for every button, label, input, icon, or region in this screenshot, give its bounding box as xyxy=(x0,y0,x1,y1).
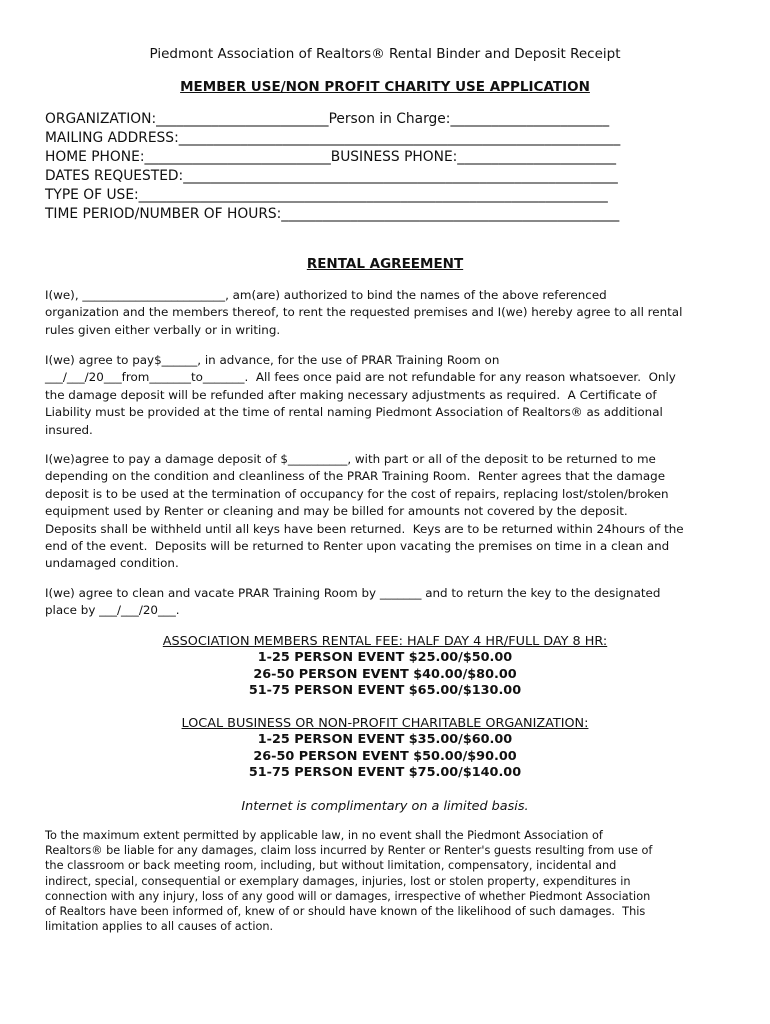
rental-agreement-heading: RENTAL AGREEMENT xyxy=(306,256,464,272)
member-fee-line: 1-25 PERSON EVENT $25.00/$50.00 xyxy=(257,650,513,666)
time-period-field[interactable]: TIME PERIOD/NUMBER OF HOURS:_________________________________________________ xyxy=(45,206,620,222)
member-fee-line: 26-50 PERSON EVENT $40.00/$80.00 xyxy=(253,666,517,682)
business-fee-line: 26-50 PERSON EVENT $50.00/$90.00 xyxy=(253,748,517,764)
business-fee-heading: LOCAL BUSINESS OR NON-PROFIT CHARITABLE ORGANIZATION: xyxy=(181,716,589,731)
application-heading: MEMBER USE/NON PROFIT CHARITY USE APPLICATION xyxy=(180,79,590,95)
organization-field[interactable]: ORGANIZATION:_________________________Person in Charge:_______________________ xyxy=(45,111,610,127)
liability-disclaimer: To the maximum extent permitted by applicable law, in no event shall the Piedmont Association of Realtors® be liable for any damages, claim loss incurred by Renter or Renter's guests resulting from use of the classroom or back meeting room, including, but without limitation, compensatory, incidental and indirect, special, consequential or exemplary damages, injuries, lost or stolen property, expenditures in connection with any injury, loss of any good will or damages, irrespective of whether Piedmont Association of Realtors have been informed of, knew of or should have known of the likelihood of such damages. This limitation applies to all causes of action. xyxy=(45,829,653,934)
member-fee-block xyxy=(0,634,770,700)
member-fee-line: 51-75 PERSON EVENT $65.00/$130.00 xyxy=(248,683,522,699)
dates-requested-field[interactable]: DATES REQUESTED:_______________________________________________________________ xyxy=(45,168,618,184)
agreement-paragraph-cleanup: I(we) agree to clean and vacate PRAR Training Room by _______ and to return the key to the designated place by ___/___/20___. xyxy=(45,586,661,618)
document-title: Piedmont Association of Realtors® Rental Binder and Deposit Receipt xyxy=(149,46,621,62)
type-of-use-field[interactable]: TYPE OF USE:____________________________________________________________________ xyxy=(45,187,608,203)
internet-note: Internet is complimentary on a limited basis. xyxy=(241,799,529,814)
business-fee-line: 1-25 PERSON EVENT $35.00/$60.00 xyxy=(257,732,513,748)
phone-field[interactable]: HOME PHONE:___________________________BUSINESS PHONE:_______________________ xyxy=(45,149,616,165)
member-fee-heading: ASSOCIATION MEMBERS RENTAL FEE: HALF DAY 4 HR/FULL DAY 8 HR: xyxy=(162,634,608,649)
business-fee-line: 51-75 PERSON EVENT $75.00/$140.00 xyxy=(248,765,522,781)
mailing-address-field[interactable]: MAILING ADDRESS:________________________________________________________________ xyxy=(45,130,621,146)
agreement-paragraph-deposit: I(we)agree to pay a damage deposit of $__________, with part or all of the deposit to be returned to me depending on the condition and cleanliness of the PRAR Training Room. Renter agrees that the damage deposit is to be used at the termination of occupancy for the cost of repairs, replacing lost/stolen/broken equipment used by Renter or cleaning and may be billed for amounts not covered by the deposit. Deposits shall be withheld until all keys have been returned. Keys are to be returned within 24hours of the end of the event. Deposits will be returned to Renter upon vacating the premises on time in a clean and undamaged condition. xyxy=(45,452,684,571)
agreement-paragraph-authorization: I(we), ________________________, am(are) authorized to bind the names of the above referenced organization and the members thereof, to rent the requested premises and I(we) hereby agree to all rental rules given either verbally or in writing. xyxy=(45,288,683,337)
agreement-paragraph-payment: I(we) agree to pay$______, in advance, for the use of PRAR Training Room on ___/___/20___from_______to_______. All fees once paid are not refundable for any reason whatsoever. Only the damage deposit will be refunded after making necessary adjustments as required. A Certificate of Liability must be provided at the time of rental naming Piedmont Association of Realtors® as additional insured. xyxy=(45,353,676,437)
business-fee-block xyxy=(0,716,770,782)
